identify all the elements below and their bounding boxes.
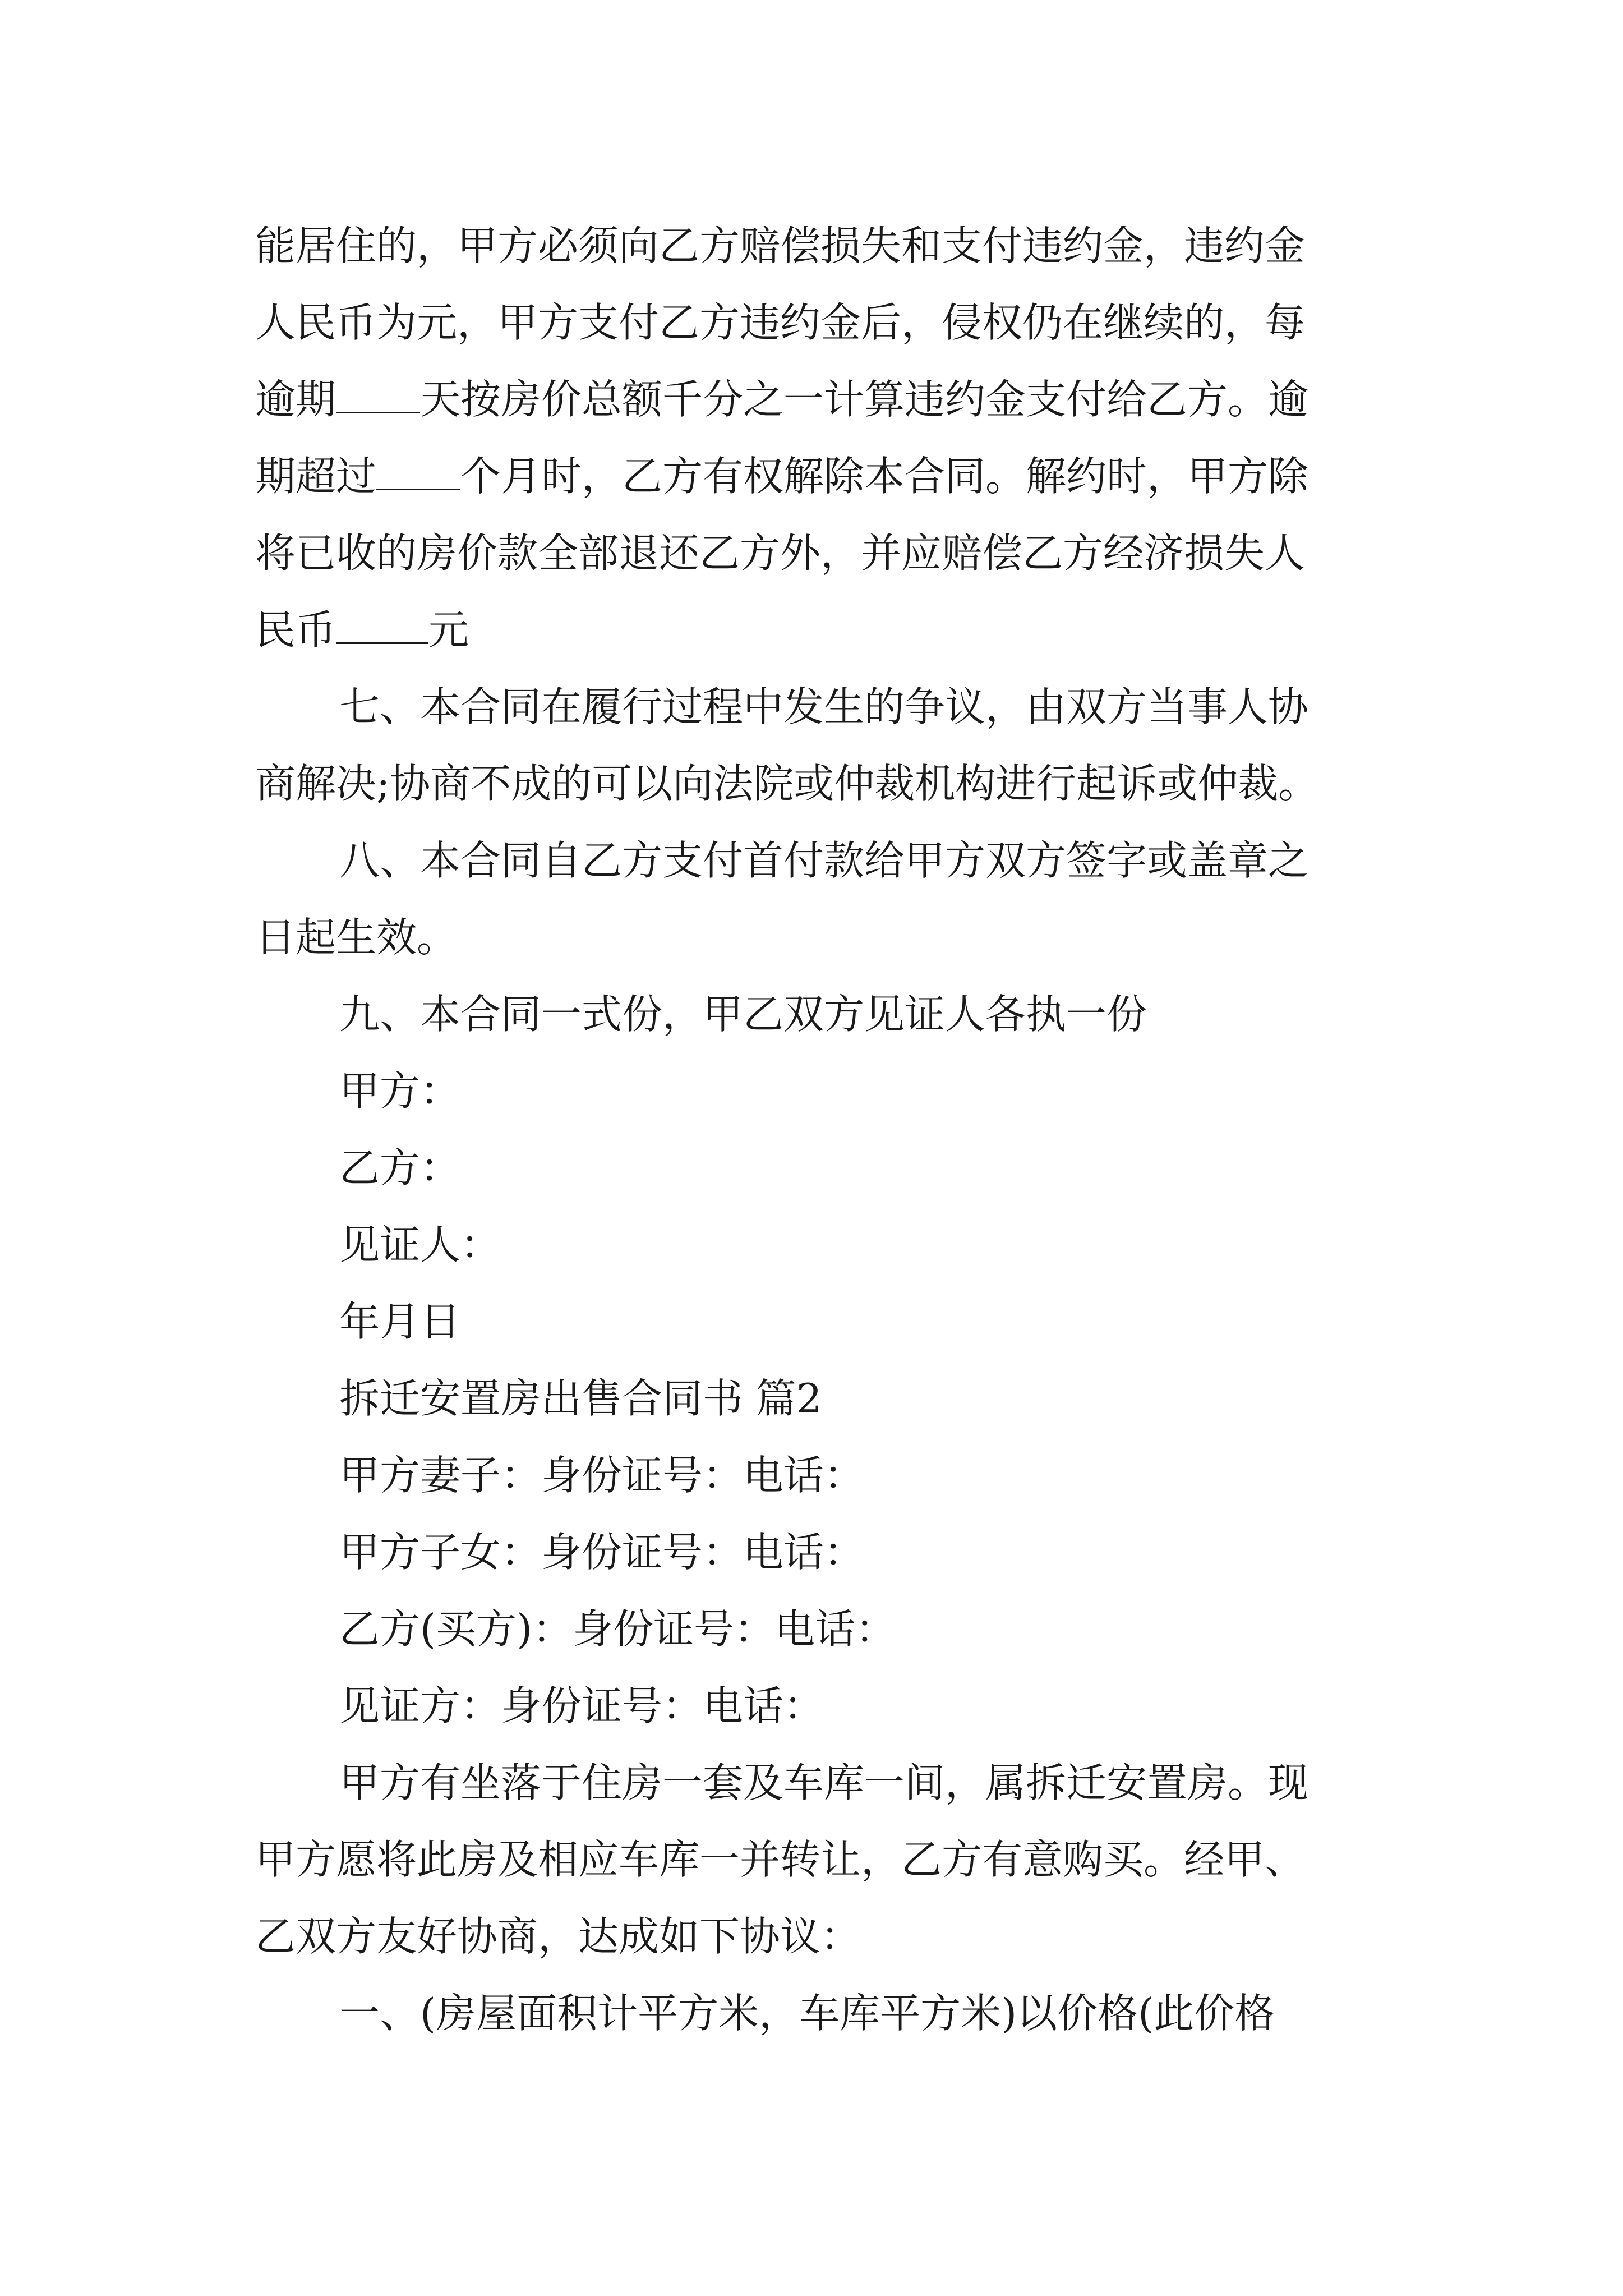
- line-text: 逾期: [255, 376, 336, 423]
- line-text: 天按房价总额千分之一计算违约金支付给乙方。逾: [420, 376, 1309, 423]
- wife-info-line: [255, 1437, 1382, 1514]
- line-text: 乙方：: [339, 1144, 461, 1191]
- line-text: 一、(房屋面积计平方米，车库平方米)以价格(此价格: [339, 1990, 1275, 2037]
- line-text: 见证人：: [339, 1221, 501, 1268]
- line-text: 乙双方友好协商，达成如下协议：: [255, 1913, 861, 1960]
- line-text: 期超过: [255, 453, 377, 500]
- witness-info-line: [255, 1668, 1382, 1745]
- line-text: 将已收的房价款全部退还乙方外，并应赔偿乙方经济损失人: [255, 530, 1306, 577]
- text-line: [255, 1898, 1382, 1975]
- paragraph-nine: [255, 976, 1382, 1053]
- line-text: 能居住的，甲方必须向乙方赔偿损失和支付违约金，违约金: [255, 222, 1306, 269]
- text-line: [255, 1821, 1382, 1898]
- line-text: 甲方有坐落于住房一套及车库一间，属拆迁安置房。现: [339, 1759, 1309, 1806]
- contract-text: [255, 208, 1382, 2052]
- line-text: 甲方愿将此房及相应车库一并转让，乙方有意购买。经甲、: [255, 1836, 1306, 1883]
- line-text: 个月时，乙方有权解除本合同。解约时，甲方除: [460, 453, 1309, 500]
- paragraph-seven: [255, 669, 1382, 746]
- text-line: [255, 746, 1382, 822]
- party-a-signature-line: [255, 1053, 1382, 1130]
- line-text: 元: [428, 606, 469, 654]
- fill-in-blank: [336, 378, 420, 413]
- children-info-line: [255, 1514, 1382, 1591]
- line-text: 日起生效。: [255, 914, 458, 961]
- line-text: 民币: [255, 606, 336, 654]
- text-line: [255, 208, 1382, 284]
- buyer-info-line: [255, 1591, 1382, 1668]
- party-b-signature-line: [255, 1130, 1382, 1207]
- text-line: [255, 438, 1382, 515]
- line-text: 七、本合同在履行过程中发生的争议，由双方当事人协: [339, 683, 1309, 730]
- date-line: [255, 1283, 1382, 1360]
- clause-one: [255, 1975, 1382, 2052]
- text-line: [255, 899, 1382, 976]
- text-line: [255, 284, 1382, 361]
- intro-paragraph: [255, 1745, 1382, 1821]
- text-line: [255, 592, 1382, 669]
- line-text: 乙方(买方)：身份证号：电话：: [339, 1605, 896, 1653]
- line-text: 甲方妻子：身份证号：电话：: [339, 1452, 865, 1499]
- line-text: 九、本合同一式份，甲乙双方见证人各执一份: [339, 991, 1147, 1038]
- line-text: 商解决;协商不成的可以向法院或仲裁机构进行起诉或仲裁。: [255, 760, 1319, 807]
- line-text: 甲方：: [339, 1068, 461, 1115]
- fill-in-blank: [336, 609, 428, 644]
- line-text: 年月日: [339, 1298, 461, 1345]
- line-text: 甲方子女：身份证号：电话：: [339, 1529, 865, 1576]
- line-text: 人民币为元，甲方支付乙方违约金后，侵权仍在继续的，每: [255, 299, 1306, 346]
- text-line: [255, 515, 1382, 592]
- line-text: 八、本合同自乙方支付首付款给甲方双方签字或盖章之: [339, 837, 1309, 884]
- line-text: 拆迁安置房出售合同书 篇2: [339, 1375, 822, 1422]
- witness-signature-line: [255, 1207, 1382, 1283]
- text-line: [255, 361, 1382, 438]
- line-text: 见证方：身份证号：电话：: [339, 1682, 824, 1729]
- paragraph-eight: [255, 822, 1382, 899]
- fill-in-blank: [376, 455, 460, 490]
- section-heading: [255, 1360, 1382, 1437]
